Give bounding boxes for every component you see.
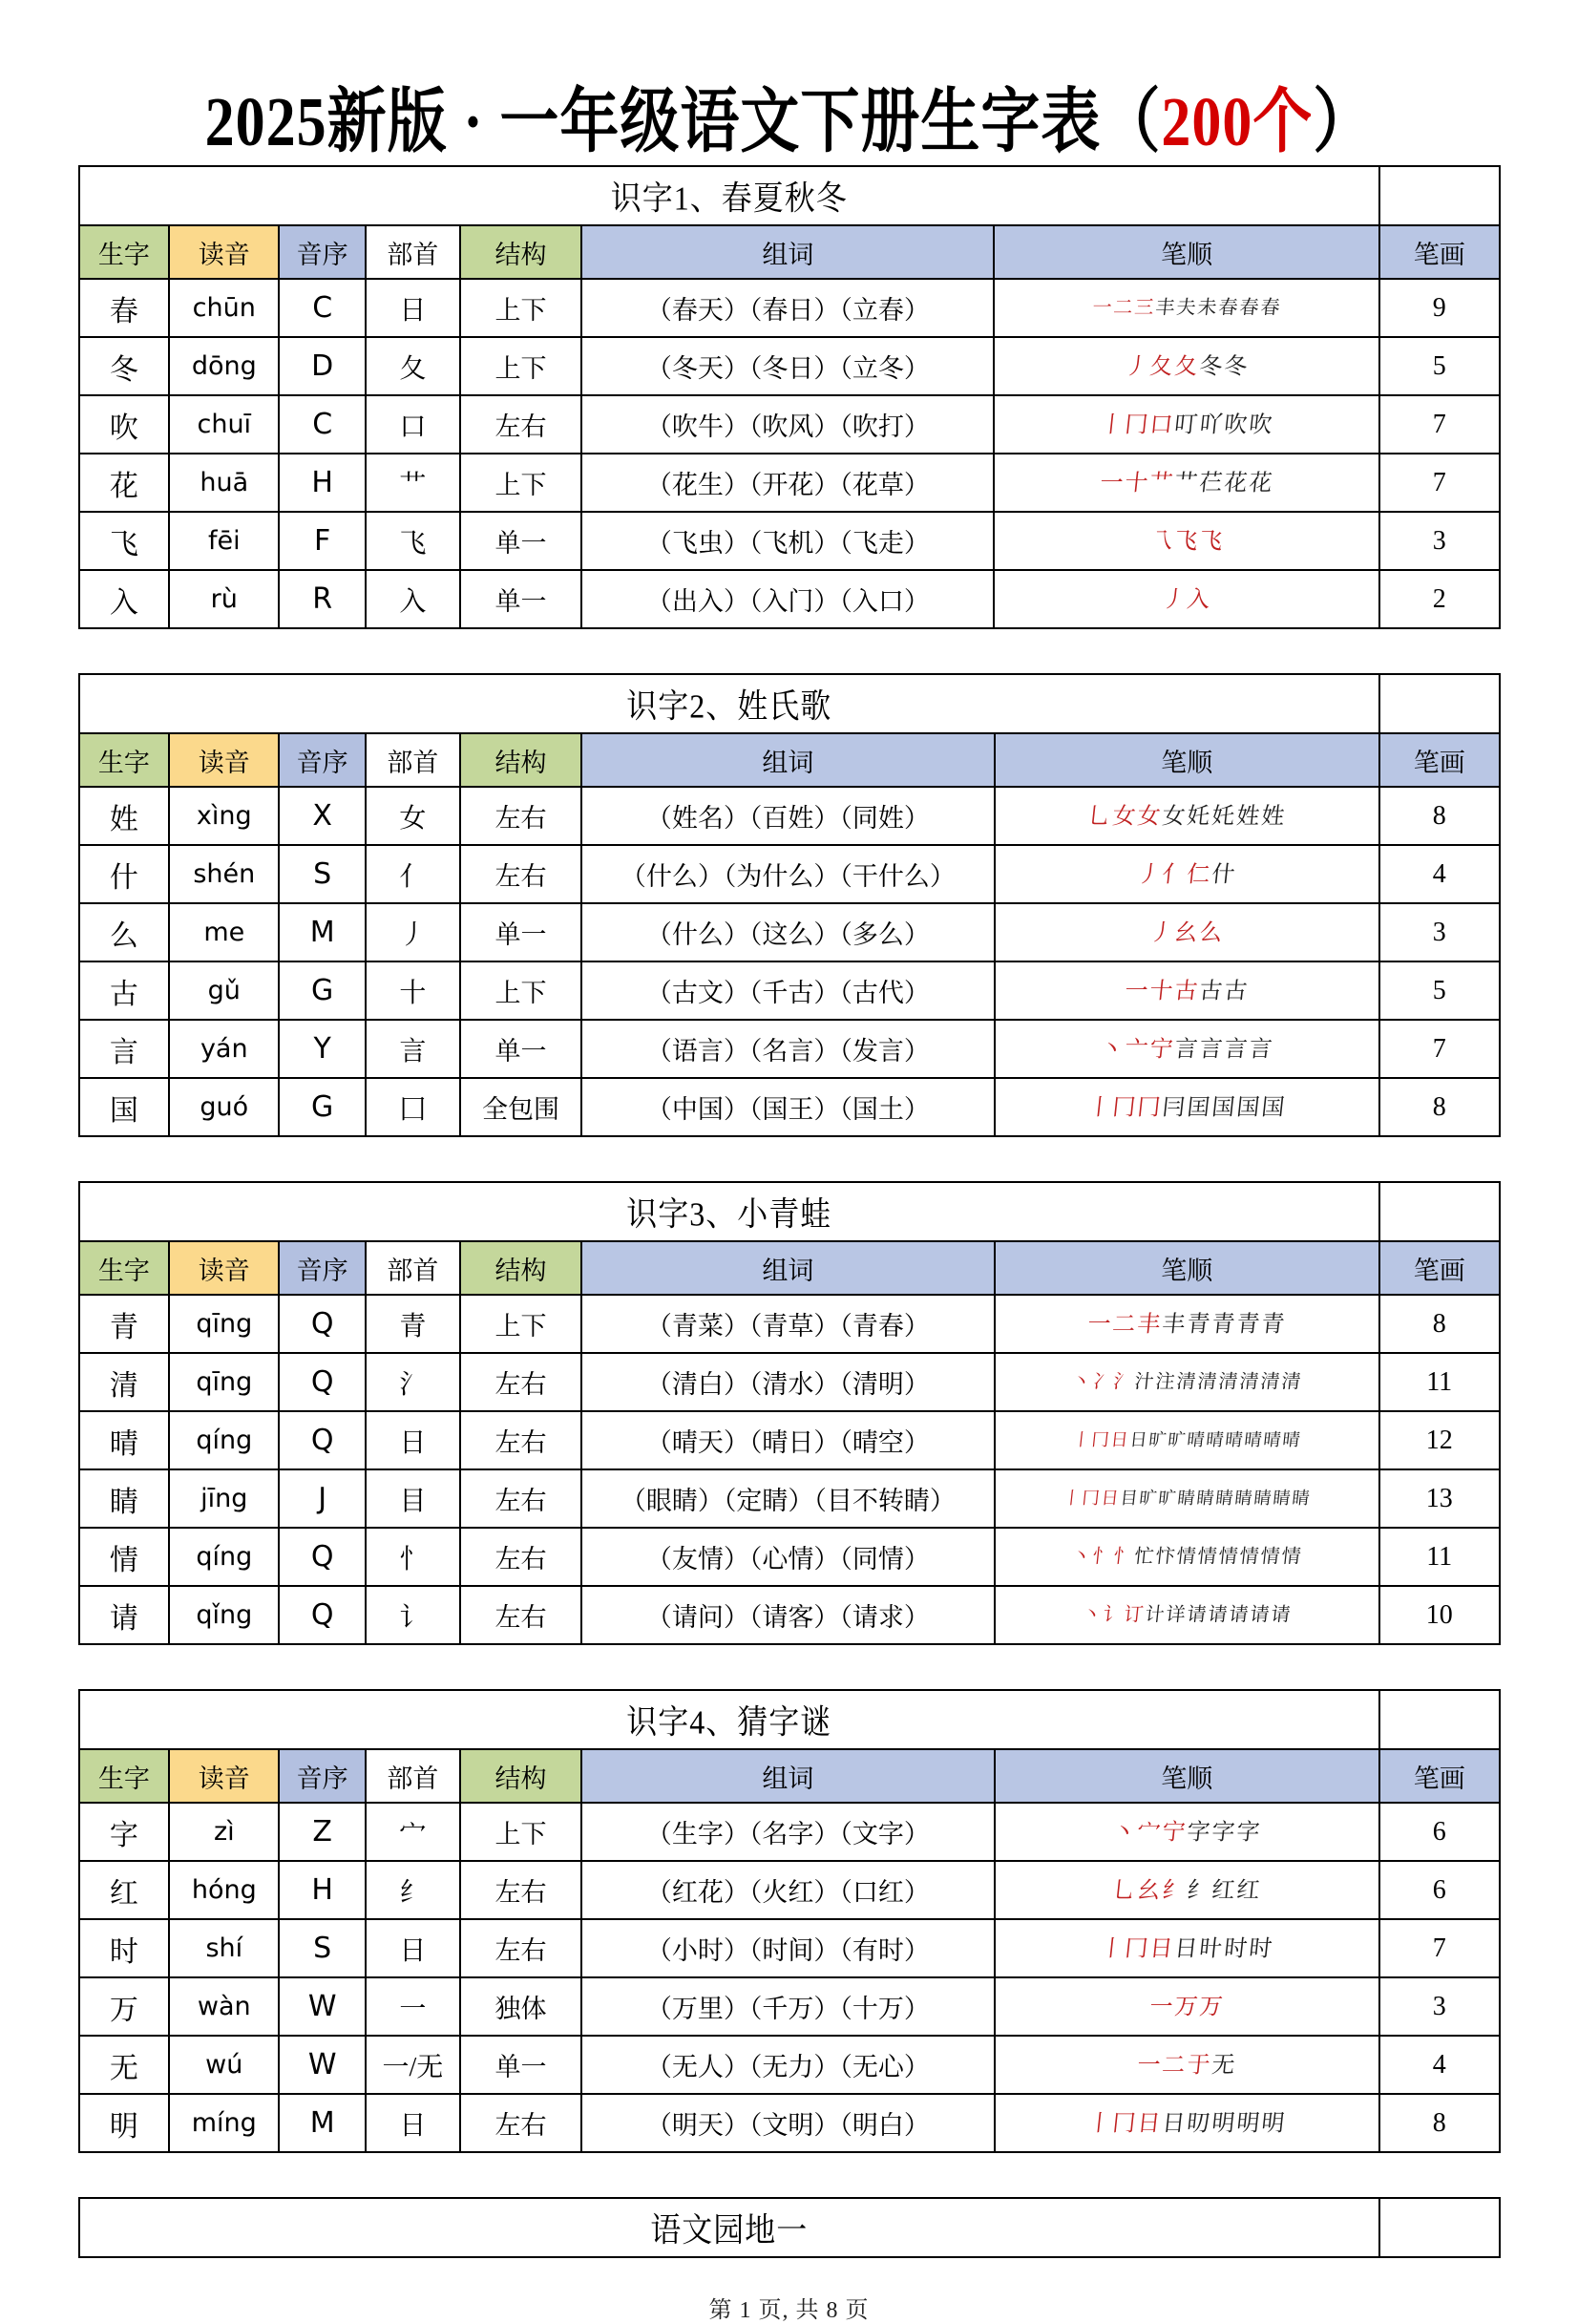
pinyin-cell: guó xyxy=(169,1078,279,1136)
column-header-bi-shun: 笔顺 xyxy=(995,1241,1379,1295)
structure-cell: 上下 xyxy=(460,1803,582,1861)
page-title-tail: ） xyxy=(1313,84,1374,161)
words-cell: （春天）（春日）（立春） xyxy=(581,279,994,337)
stroke-order-cell: 丨冂日日旪时时 xyxy=(995,1919,1379,1977)
words-cell: （青菜）（青草）（青春） xyxy=(581,1295,994,1353)
table-row xyxy=(79,845,1500,903)
table-row xyxy=(79,2094,1500,2152)
stroke-order-cell: 丨冂日日旷旷晴晴晴晴晴晴 xyxy=(995,1411,1379,1469)
radical-cell: 日 xyxy=(366,2094,460,2152)
structure-cell: 左右 xyxy=(460,1861,582,1919)
pinyin-cell: gǔ xyxy=(169,961,279,1020)
section-title: 识字2、姓氏歌 xyxy=(79,671,1379,736)
stroke-count-cell: 5 xyxy=(1379,337,1500,395)
radical-cell: 氵 xyxy=(366,1353,460,1411)
structure-cell: 上下 xyxy=(460,279,582,337)
section-title-spacer xyxy=(1379,1690,1500,1749)
section-title-row xyxy=(79,674,1500,733)
stroke-count-cell: 8 xyxy=(1379,1295,1500,1353)
radical-cell: 青 xyxy=(366,1295,460,1353)
radical-cell: 一 xyxy=(366,1977,460,2036)
character-cell: 姓 xyxy=(79,787,170,845)
words-cell: （友情）（心情）（同情） xyxy=(581,1528,994,1586)
radical-cell: 言 xyxy=(366,1020,460,1078)
stroke-count-cell: 7 xyxy=(1379,454,1500,512)
character-cell: 无 xyxy=(79,2036,170,2094)
character-cell: 睛 xyxy=(79,1469,170,1528)
column-header-bu-shou: 部首 xyxy=(366,225,460,279)
initial-letter-cell: C xyxy=(279,279,366,337)
structure-cell: 左右 xyxy=(460,1411,582,1469)
words-cell: （万里）（千万）（十万） xyxy=(581,1977,994,2036)
initial-letter-cell: F xyxy=(279,512,366,570)
character-cell: 时 xyxy=(79,1919,170,1977)
initial-letter-cell: S xyxy=(279,1919,366,1977)
table-row xyxy=(79,787,1500,845)
column-header-bi-shun: 笔顺 xyxy=(994,225,1378,279)
column-header-sheng-zi: 生字 xyxy=(79,1241,170,1295)
table-row xyxy=(79,1528,1500,1586)
radical-cell: 讠 xyxy=(366,1586,460,1644)
character-cell: 晴 xyxy=(79,1411,170,1469)
words-cell: （古文）（千古）（古代） xyxy=(581,961,994,1020)
table-row xyxy=(79,1078,1500,1136)
structure-cell: 左右 xyxy=(460,787,582,845)
pinyin-cell: huā xyxy=(169,454,279,512)
column-header-yin-xu: 音序 xyxy=(279,225,366,279)
column-header-zu-ci: 组词 xyxy=(581,733,994,787)
words-cell: （晴天）（晴日）（晴空） xyxy=(581,1411,994,1469)
stroke-count-cell: 8 xyxy=(1379,1078,1500,1136)
pinyin-cell: qíng xyxy=(169,1528,279,1586)
radical-cell: 十 xyxy=(366,961,460,1020)
pinyin-cell: hóng xyxy=(169,1861,279,1919)
table-row xyxy=(79,395,1500,454)
radical-cell: 亻 xyxy=(366,845,460,903)
table-row xyxy=(79,903,1500,961)
character-cell: 么 xyxy=(79,903,170,961)
character-cell: 万 xyxy=(79,1977,170,2036)
stroke-order-cell: 丿亻仁什 xyxy=(995,845,1379,903)
stroke-order-cell: 丶讠订计详请请请请请 xyxy=(995,1586,1379,1644)
stroke-count-cell: 12 xyxy=(1379,1411,1500,1469)
column-header-bu-shou: 部首 xyxy=(366,733,460,787)
structure-cell: 左右 xyxy=(460,395,582,454)
table-row xyxy=(79,1469,1500,1528)
stroke-order-cell: 丶宀宁字字字 xyxy=(995,1803,1379,1861)
character-cell: 情 xyxy=(79,1528,170,1586)
table-header-row xyxy=(79,1241,1500,1295)
table-row xyxy=(79,1977,1500,2036)
radical-cell: 日 xyxy=(366,1411,460,1469)
character-cell: 国 xyxy=(79,1078,170,1136)
section-title: 识字3、小青蛙 xyxy=(79,1179,1379,1244)
structure-cell: 左右 xyxy=(460,1353,582,1411)
character-cell: 言 xyxy=(79,1020,170,1078)
character-cell: 什 xyxy=(79,845,170,903)
words-cell: （请问）（请客）（请求） xyxy=(581,1586,994,1644)
radical-cell: 囗 xyxy=(366,1078,460,1136)
section-title-spacer xyxy=(1379,1182,1500,1241)
column-header-zu-ci: 组词 xyxy=(581,225,994,279)
character-cell: 入 xyxy=(79,570,170,628)
initial-letter-cell: S xyxy=(279,845,366,903)
stroke-order-cell: 乚幺纟纟红红 xyxy=(995,1861,1379,1919)
initial-letter-cell: H xyxy=(279,454,366,512)
table-row xyxy=(79,1295,1500,1353)
stroke-order-cell: 乚女女女奼奼姓姓 xyxy=(995,787,1379,845)
stroke-order-cell: 丨冂口叮吖吹吹 xyxy=(994,395,1378,454)
table-row xyxy=(79,1803,1500,1861)
pinyin-cell: xìng xyxy=(169,787,279,845)
pinyin-cell: qīng xyxy=(169,1295,279,1353)
radical-cell: 纟 xyxy=(366,1861,460,1919)
stroke-order-cell: 丨冂日目旷旷睛睛睛睛睛睛睛 xyxy=(995,1469,1379,1528)
initial-letter-cell: D xyxy=(279,337,366,395)
structure-cell: 左右 xyxy=(460,845,582,903)
stroke-count-cell: 6 xyxy=(1379,1861,1500,1919)
column-header-yin-xu: 音序 xyxy=(279,1241,366,1295)
column-header-bi-hua: 笔画 xyxy=(1379,733,1500,787)
character-cell: 青 xyxy=(79,1295,170,1353)
stroke-count-cell: 7 xyxy=(1379,395,1500,454)
words-cell: （飞虫）（飞机）（飞走） xyxy=(581,512,994,570)
table-header-row xyxy=(79,225,1500,279)
section-spacer xyxy=(0,2153,1578,2197)
stroke-order-cell: 丿入 xyxy=(994,570,1378,628)
radical-cell: 一/无 xyxy=(366,2036,460,2094)
character-table xyxy=(78,1181,1501,1645)
column-header-sheng-zi: 生字 xyxy=(79,225,170,279)
column-header-du-yin: 读音 xyxy=(169,1241,279,1295)
stroke-order-cell: 丨冂日日旫明明明 xyxy=(995,2094,1379,2152)
structure-cell: 单一 xyxy=(460,570,582,628)
pinyin-cell: shén xyxy=(169,845,279,903)
table-row xyxy=(79,961,1500,1020)
stroke-order-cell: 一十艹艹芢花花 xyxy=(994,454,1378,512)
words-cell: （出入）（入门）（入口） xyxy=(581,570,994,628)
stroke-order-cell: 丿幺么 xyxy=(995,903,1379,961)
column-header-bi-shun: 笔顺 xyxy=(995,1749,1379,1803)
structure-cell: 左右 xyxy=(460,1469,582,1528)
radical-cell: 口 xyxy=(366,395,460,454)
words-cell: （冬天）（冬日）（立冬） xyxy=(581,337,994,395)
stroke-count-cell: 3 xyxy=(1379,903,1500,961)
stroke-order-cell: 一十古古古 xyxy=(995,961,1379,1020)
character-cell: 飞 xyxy=(79,512,170,570)
initial-letter-cell: M xyxy=(279,903,366,961)
words-cell: （花生）（开花）（花草） xyxy=(581,454,994,512)
column-header-du-yin: 读音 xyxy=(169,733,279,787)
words-cell: （语言）（名言）（发言） xyxy=(581,1020,994,1078)
radical-cell: 宀 xyxy=(366,1803,460,1861)
column-header-bu-shou: 部首 xyxy=(366,1241,460,1295)
table-row xyxy=(79,570,1500,628)
column-header-jie-gou: 结构 xyxy=(460,733,582,787)
stroke-order-cell: 丶忄忄忙忭情情情情情情 xyxy=(995,1528,1379,1586)
initial-letter-cell: J xyxy=(279,1469,366,1528)
initial-letter-cell: Y xyxy=(279,1020,366,1078)
radical-cell: 入 xyxy=(366,570,460,628)
section-title: 识字1、春夏秋冬 xyxy=(79,163,1379,228)
section-title-row xyxy=(79,1690,1500,1749)
column-header-jie-gou: 结构 xyxy=(460,1749,582,1803)
initial-letter-cell: Q xyxy=(279,1353,366,1411)
section-title: 语文园地一 xyxy=(79,2195,1379,2260)
character-cell: 清 xyxy=(79,1353,170,1411)
column-header-bi-shun: 笔顺 xyxy=(995,733,1379,787)
stroke-count-cell: 11 xyxy=(1379,1353,1500,1411)
structure-cell: 全包围 xyxy=(460,1078,582,1136)
stroke-order-cell: 一二丰丰青青青青 xyxy=(995,1295,1379,1353)
stroke-count-cell: 3 xyxy=(1379,512,1500,570)
section-spacer xyxy=(0,1645,1578,1689)
structure-cell: 上下 xyxy=(460,454,582,512)
pinyin-cell: yán xyxy=(169,1020,279,1078)
radical-cell: 艹 xyxy=(366,454,460,512)
stroke-count-cell: 13 xyxy=(1379,1469,1500,1528)
stroke-order-cell: 一二三丰夫未春春春 xyxy=(994,279,1378,337)
stroke-count-cell: 4 xyxy=(1379,2036,1500,2094)
column-header-bi-hua: 笔画 xyxy=(1379,225,1500,279)
structure-cell: 上下 xyxy=(460,961,582,1020)
trailing-section-table xyxy=(78,2197,1501,2258)
stroke-count-cell: 8 xyxy=(1379,2094,1500,2152)
words-cell: （什么）（为什么）（干什么） xyxy=(581,845,994,903)
structure-cell: 独体 xyxy=(460,1977,582,2036)
stroke-order-cell: 丿夂夂冬冬 xyxy=(994,337,1378,395)
structure-cell: 左右 xyxy=(460,1586,582,1644)
radical-cell: 日 xyxy=(366,1919,460,1977)
table-row xyxy=(79,2036,1500,2094)
initial-letter-cell: Z xyxy=(279,1803,366,1861)
words-cell: （清白）（清水）（清明） xyxy=(581,1353,994,1411)
radical-cell: 丿 xyxy=(366,903,460,961)
initial-letter-cell: H xyxy=(279,1861,366,1919)
pinyin-cell: shí xyxy=(169,1919,279,1977)
stroke-order-cell: 丶亠宁言言言言 xyxy=(995,1020,1379,1078)
stroke-count-cell: 8 xyxy=(1379,787,1500,845)
radical-cell: 女 xyxy=(366,787,460,845)
structure-cell: 左右 xyxy=(460,1528,582,1586)
pinyin-cell: míng xyxy=(169,2094,279,2152)
structure-cell: 上下 xyxy=(460,1295,582,1353)
initial-letter-cell: X xyxy=(279,787,366,845)
section-spacer xyxy=(0,1137,1578,1181)
stroke-count-cell: 3 xyxy=(1379,1977,1500,2036)
character-table xyxy=(78,165,1501,629)
words-cell: （什么）（这么）（多么） xyxy=(581,903,994,961)
radical-cell: 忄 xyxy=(366,1528,460,1586)
table-row xyxy=(79,512,1500,570)
character-cell: 吹 xyxy=(79,395,170,454)
character-cell: 花 xyxy=(79,454,170,512)
character-cell: 字 xyxy=(79,1803,170,1861)
structure-cell: 单一 xyxy=(460,512,582,570)
structure-cell: 单一 xyxy=(460,2036,582,2094)
stroke-order-cell: 乁飞飞 xyxy=(994,512,1378,570)
column-header-sheng-zi: 生字 xyxy=(79,733,170,787)
initial-letter-cell: W xyxy=(279,2036,366,2094)
column-header-zu-ci: 组词 xyxy=(581,1749,994,1803)
initial-letter-cell: Q xyxy=(279,1411,366,1469)
words-cell: （红花）（火红）（口红） xyxy=(581,1861,994,1919)
section-title-spacer xyxy=(1379,2198,1500,2257)
words-cell: （眼睛）（定睛）（目不转睛） xyxy=(581,1469,994,1528)
pinyin-cell: qīng xyxy=(169,1353,279,1411)
character-cell: 明 xyxy=(79,2094,170,2152)
structure-cell: 单一 xyxy=(460,903,582,961)
pinyin-cell: dōng xyxy=(169,337,279,395)
structure-cell: 单一 xyxy=(460,1020,582,1078)
table-row xyxy=(79,1411,1500,1469)
pinyin-cell: wàn xyxy=(169,1977,279,2036)
initial-letter-cell: W xyxy=(279,1977,366,2036)
initial-letter-cell: G xyxy=(279,1078,366,1136)
words-cell: （生字）（名字）（文字） xyxy=(581,1803,994,1861)
initial-letter-cell: Q xyxy=(279,1586,366,1644)
page-title-count: 200个 xyxy=(1161,84,1314,161)
initial-letter-cell: Q xyxy=(279,1528,366,1586)
stroke-count-cell: 7 xyxy=(1379,1919,1500,1977)
words-cell: （中国）（国王）（国土） xyxy=(581,1078,994,1136)
pinyin-cell: rù xyxy=(169,570,279,628)
table-row xyxy=(79,1020,1500,1078)
radical-cell: 夂 xyxy=(366,337,460,395)
initial-letter-cell: C xyxy=(279,395,366,454)
character-cell: 古 xyxy=(79,961,170,1020)
table-row xyxy=(79,1861,1500,1919)
section-title-row xyxy=(79,2198,1500,2257)
stroke-count-cell: 2 xyxy=(1379,570,1500,628)
character-cell: 冬 xyxy=(79,337,170,395)
column-header-jie-gou: 结构 xyxy=(460,1241,582,1295)
stroke-count-cell: 6 xyxy=(1379,1803,1500,1861)
pinyin-cell: chūn xyxy=(169,279,279,337)
column-header-yin-xu: 音序 xyxy=(279,1749,366,1803)
pinyin-cell: jīng xyxy=(169,1469,279,1528)
initial-letter-cell: Q xyxy=(279,1295,366,1353)
table-row xyxy=(79,1919,1500,1977)
character-tables-container xyxy=(0,165,1578,2258)
table-header-row xyxy=(79,1749,1500,1803)
column-header-du-yin: 读音 xyxy=(169,225,279,279)
character-table xyxy=(78,1689,1501,2153)
stroke-count-cell: 9 xyxy=(1379,279,1500,337)
pinyin-cell: me xyxy=(169,903,279,961)
table-row xyxy=(79,454,1500,512)
words-cell: （姓名）（百姓）（同姓） xyxy=(581,787,994,845)
character-cell: 红 xyxy=(79,1861,170,1919)
pinyin-cell: chuī xyxy=(169,395,279,454)
column-header-bi-hua: 笔画 xyxy=(1379,1241,1500,1295)
initial-letter-cell: R xyxy=(279,570,366,628)
column-header-bu-shou: 部首 xyxy=(366,1749,460,1803)
character-cell: 请 xyxy=(79,1586,170,1644)
stroke-order-cell: 一二于无 xyxy=(995,2036,1379,2094)
pinyin-cell: qǐng xyxy=(169,1586,279,1644)
words-cell: （无人）（无力）（无心） xyxy=(581,2036,994,2094)
words-cell: （小时）（时间）（有时） xyxy=(581,1919,994,1977)
section-title-row xyxy=(79,1182,1500,1241)
page-title-main: 2025新版 · 一年级语文下册生字表（ xyxy=(204,84,1162,161)
table-row xyxy=(79,279,1500,337)
page-footer: 第 1 页, 共 8 页 xyxy=(708,2298,870,2323)
character-table xyxy=(78,673,1501,1137)
section-title-row xyxy=(79,166,1500,225)
section-title-spacer xyxy=(1379,674,1500,733)
radical-cell: 目 xyxy=(366,1469,460,1528)
structure-cell: 左右 xyxy=(460,1919,582,1977)
initial-letter-cell: M xyxy=(279,2094,366,2152)
column-header-bi-hua: 笔画 xyxy=(1379,1749,1500,1803)
stroke-count-cell: 11 xyxy=(1379,1528,1500,1586)
stroke-order-cell: 丨冂冂冃囯国国国 xyxy=(995,1078,1379,1136)
stroke-order-cell: 丶冫氵汁注清清清清清清 xyxy=(995,1353,1379,1411)
table-row xyxy=(79,337,1500,395)
radical-cell: 飞 xyxy=(366,512,460,570)
stroke-count-cell: 10 xyxy=(1379,1586,1500,1644)
initial-letter-cell: G xyxy=(279,961,366,1020)
words-cell: （吹牛）（吹风）（吹打） xyxy=(581,395,994,454)
table-row xyxy=(79,1353,1500,1411)
stroke-count-cell: 7 xyxy=(1379,1020,1500,1078)
pinyin-cell: zì xyxy=(169,1803,279,1861)
column-header-jie-gou: 结构 xyxy=(460,225,582,279)
table-row xyxy=(79,1586,1500,1644)
radical-cell: 日 xyxy=(366,279,460,337)
table-header-row xyxy=(79,733,1500,787)
structure-cell: 左右 xyxy=(460,2094,582,2152)
stroke-count-cell: 4 xyxy=(1379,845,1500,903)
stroke-count-cell: 5 xyxy=(1379,961,1500,1020)
pinyin-cell: fēi xyxy=(169,512,279,570)
structure-cell: 上下 xyxy=(460,337,582,395)
pinyin-cell: qíng xyxy=(169,1411,279,1469)
character-cell: 春 xyxy=(79,279,170,337)
column-header-du-yin: 读音 xyxy=(169,1749,279,1803)
column-header-sheng-zi: 生字 xyxy=(79,1749,170,1803)
words-cell: （明天）（文明）（明白） xyxy=(581,2094,994,2152)
stroke-order-cell: 一万万 xyxy=(995,1977,1379,2036)
section-spacer xyxy=(0,629,1578,673)
section-title: 识字4、猜字谜 xyxy=(79,1687,1379,1752)
column-header-yin-xu: 音序 xyxy=(279,733,366,787)
column-header-zu-ci: 组词 xyxy=(581,1241,994,1295)
pinyin-cell: wú xyxy=(169,2036,279,2094)
